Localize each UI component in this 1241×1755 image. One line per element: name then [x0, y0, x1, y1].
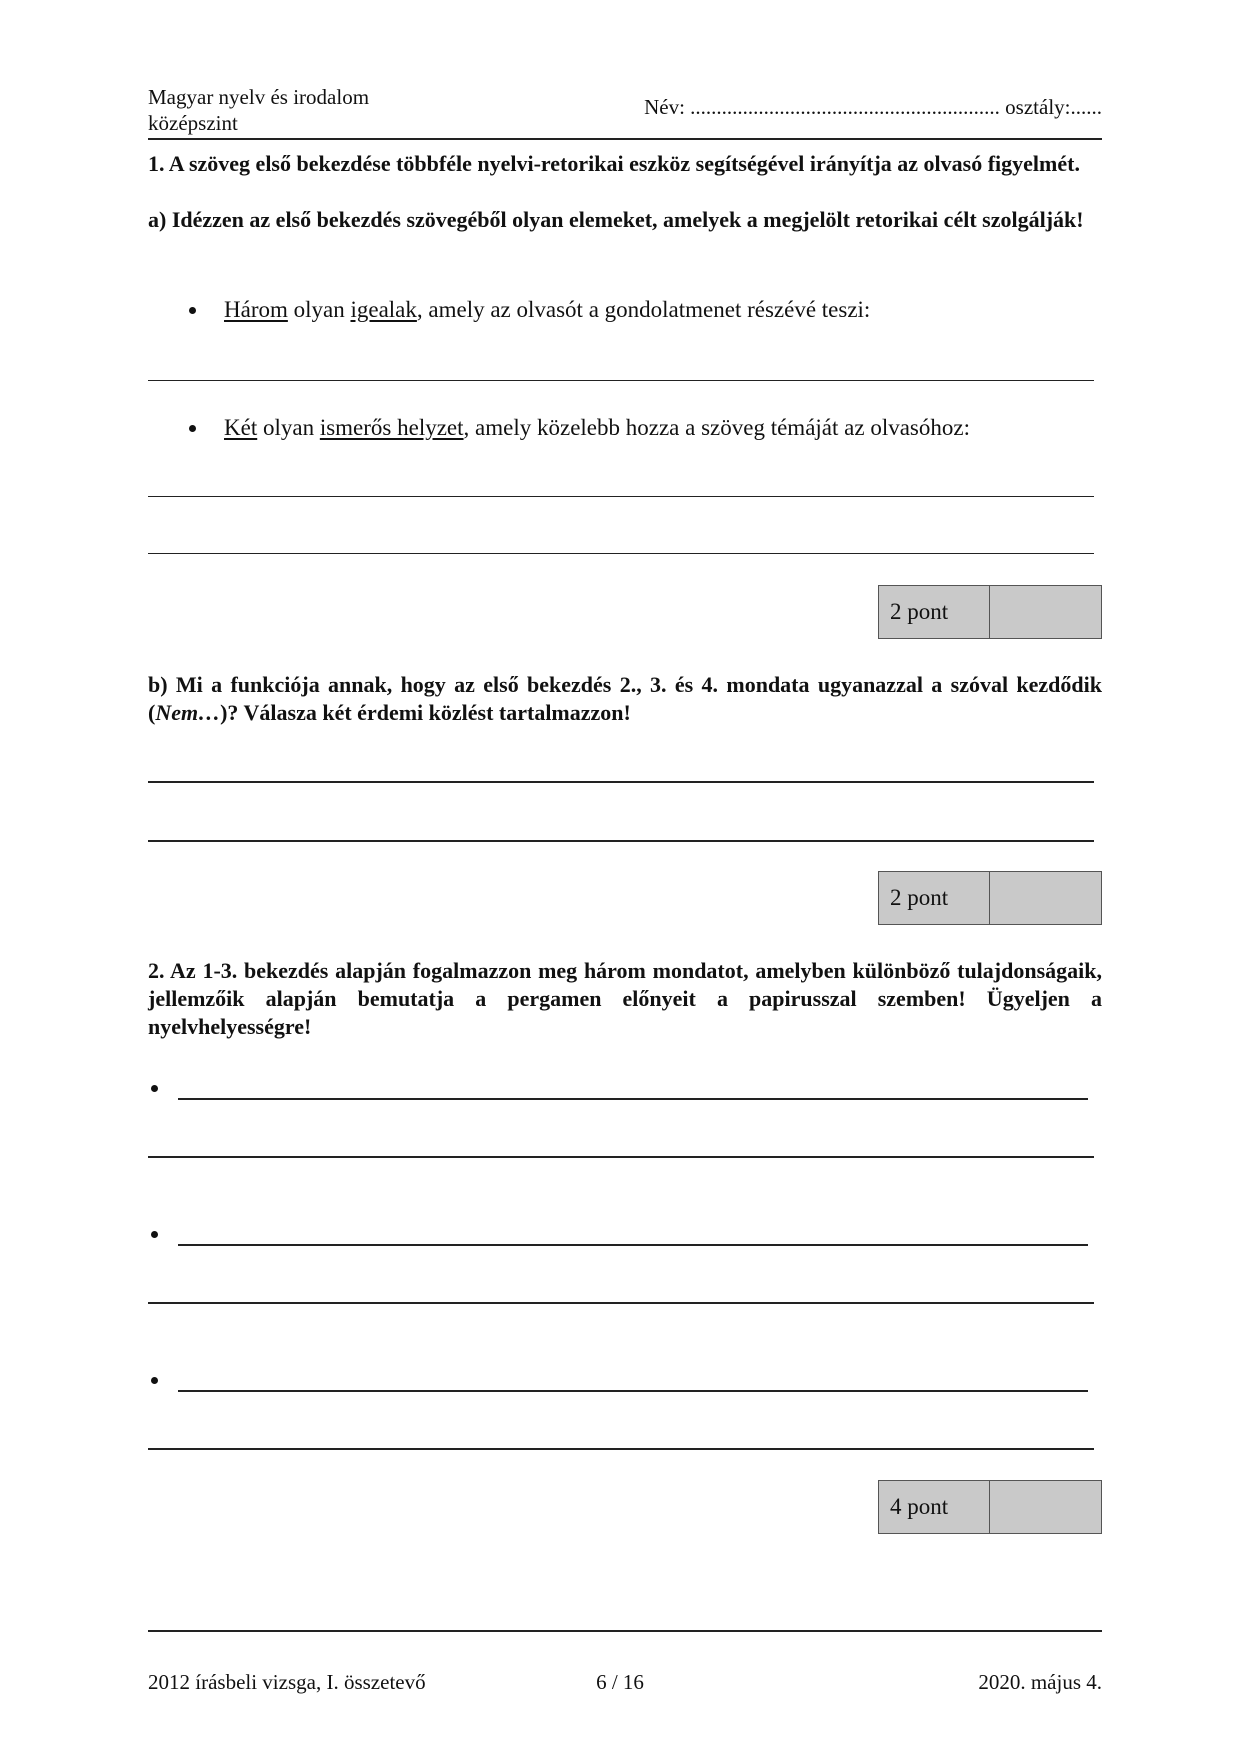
- points-box-2: [878, 1480, 1102, 1534]
- bullet-dot: [151, 1231, 158, 1238]
- word-harom: Három: [224, 297, 288, 322]
- header-level: középszint: [148, 111, 238, 135]
- bullet-dot: [151, 1085, 158, 1092]
- points-score-cell[interactable]: [990, 586, 1101, 638]
- answer-line-2-2a[interactable]: [178, 1244, 1088, 1246]
- question-1a-text: a) Idézzen az első bekezdés szövegéből olyan elemeket, amelyek a megjelölt retorikai célt szolgálják!: [148, 207, 1084, 232]
- answer-line-2-3a[interactable]: [178, 1390, 1088, 1392]
- bullet-dot: [189, 307, 196, 314]
- bullet-1-text: Három olyan igealak, amely az olvasót a gondolatmenet részévé teszi:: [224, 297, 871, 322]
- answer-line-1a-3[interactable]: [148, 553, 1094, 554]
- question-2-text: 2. Az 1-3. bekezdés alapján fogalmazzon meg három mondatot, amelyben különböző tulajdonságaik, jellemzőik alapján bemutatja a pergamen előnyeit a papirusszal szemben! Ügyeljen a nyelvhelyességre!: [148, 958, 1102, 1039]
- points-label: 2 pont: [879, 872, 990, 924]
- word-ket: Két: [224, 415, 258, 440]
- header-subject: Magyar nyelv és irodalom: [148, 85, 370, 109]
- answer-line-1a-1[interactable]: [148, 380, 1094, 381]
- answer-line-2-1a[interactable]: [178, 1098, 1088, 1100]
- points-score-cell[interactable]: [990, 1481, 1101, 1533]
- points-label: 2 pont: [879, 586, 990, 638]
- question-1b-text: b) Mi a funkciója annak, hogy az első bekezdés 2., 3. és 4. mondata ugyanazzal a szóval kezdődik (Nem…)? Válasza két érdemi közlést tartalmazzon!: [148, 672, 1102, 725]
- footer-divider: [148, 1630, 1102, 1632]
- bullet-dot: [151, 1377, 158, 1384]
- points-box-1b: [878, 871, 1102, 925]
- answer-line-2-2b[interactable]: [148, 1302, 1094, 1304]
- footer-date: 2020. május 4.: [978, 1670, 1102, 1694]
- header-divider: [148, 138, 1102, 140]
- answer-line-2-3b[interactable]: [148, 1448, 1094, 1450]
- answer-line-1b-2[interactable]: [148, 840, 1094, 842]
- name-class-field[interactable]: Név: ........................................................... osztály:......: [644, 95, 1102, 119]
- footer-page-number: 6 / 16: [596, 1670, 644, 1694]
- points-score-cell[interactable]: [990, 872, 1101, 924]
- answer-line-1a-2[interactable]: [148, 496, 1094, 497]
- points-label: 4 pont: [879, 1481, 990, 1533]
- footer-exam-code: 2012 írásbeli vizsga, I. összetevő: [148, 1670, 426, 1694]
- word-igealak: igealak: [350, 297, 417, 322]
- answer-line-1b-1[interactable]: [148, 781, 1094, 783]
- word-ismeros-helyzet: ismerős helyzet: [319, 415, 464, 440]
- answer-line-2-1b[interactable]: [148, 1156, 1094, 1158]
- points-box-1a: [878, 585, 1102, 639]
- question-1-intro: 1. A szöveg első bekezdése többféle nyelvi-retorikai eszköz segítségével irányítja az olvasó figyelmét.: [148, 151, 1080, 176]
- bullet-2-text: Két olyan ismerős helyzet, amely közelebb hozza a szöveg témáját az olvasóhoz:: [224, 415, 970, 440]
- bullet-dot: [189, 425, 196, 432]
